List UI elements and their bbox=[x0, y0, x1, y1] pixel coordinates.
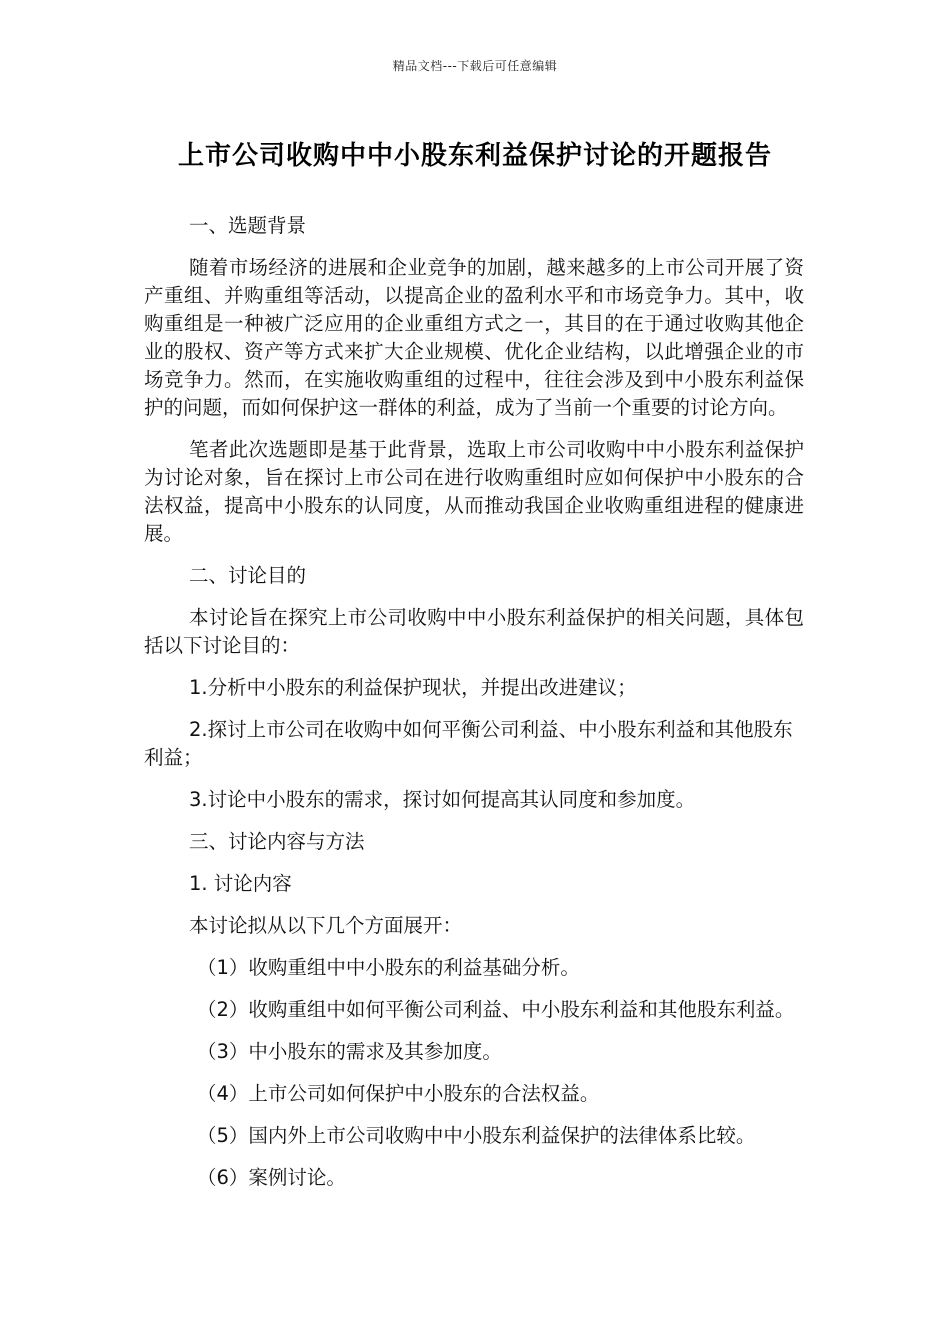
purpose-item-1: 1.分析中小股东的利益保护现状，并提出改进建议； bbox=[189, 676, 637, 699]
content-item-1: （1）收购重组中中小股东的利益基础分析。 bbox=[197, 956, 580, 979]
document-body bbox=[144, 212, 804, 1206]
page-header-note: 精品文档---下载后可任意编辑 bbox=[392, 59, 558, 73]
paragraph-background-2: 笔者此次选题即是基于此背景，选取上市公司收购中中小股东利益保护为讨论对象，旨在探讨上市公司在进行收购重组时应如何保护中小股东的合法权益，提高中小股东的认同度，从而推动我国企业收购重组进程的健康进展。 bbox=[144, 438, 804, 545]
paragraph-background-1: 随着市场经济的进展和企业竞争的加剧，越来越多的上市公司开展了资产重组、并购重组等活动，以提高企业的盈利水平和市场竞争力。其中，收购重组是一种被广泛应用的企业重组方式之一，其目的在于通过收购其他企业的股权、资产等方式来扩大企业规模、优化企业结构，以此增强企业的市场竞争力。然而，在实施收购重组的过程中，往往会涉及到中小股东利益保护的问题，而如何保护这一群体的利益，成为了当前一个重要的讨论方向。 bbox=[144, 256, 804, 419]
paragraph-purpose-intro: 本讨论旨在探究上市公司收购中中小股东利益保护的相关问题，具体包括以下讨论目的： bbox=[144, 606, 804, 657]
section-heading-purpose: 二、讨论目的 bbox=[189, 564, 307, 587]
content-item-4: （4）上市公司如何保护中小股东的合法权益。 bbox=[197, 1082, 600, 1105]
purpose-item-2: 2.探讨上市公司在收购中如何平衡公司利益、中小股东利益和其他股东利益； bbox=[144, 718, 793, 769]
purpose-item-3: 3.讨论中小股东的需求，探讨如何提高其认同度和参加度。 bbox=[189, 788, 696, 811]
content-item-2: （2）收购重组中如何平衡公司利益、中小股东利益和其他股东利益。 bbox=[197, 998, 795, 1021]
subheading-content: 1. 讨论内容 bbox=[189, 872, 292, 895]
document-title: 上市公司收购中中小股东利益保护讨论的开题报告 bbox=[177, 141, 772, 171]
content-item-5: （5）国内外上市公司收购中中小股东利益保护的法律体系比较。 bbox=[197, 1124, 756, 1147]
content-item-6: （6）案例讨论。 bbox=[197, 1166, 346, 1189]
paragraph-content-intro: 本讨论拟从以下几个方面展开： bbox=[189, 914, 463, 937]
content-item-3: （3）中小股东的需求及其参加度。 bbox=[197, 1040, 502, 1063]
section-heading-content-method: 三、讨论内容与方法 bbox=[189, 830, 365, 853]
section-heading-background: 一、选题背景 bbox=[189, 214, 307, 237]
